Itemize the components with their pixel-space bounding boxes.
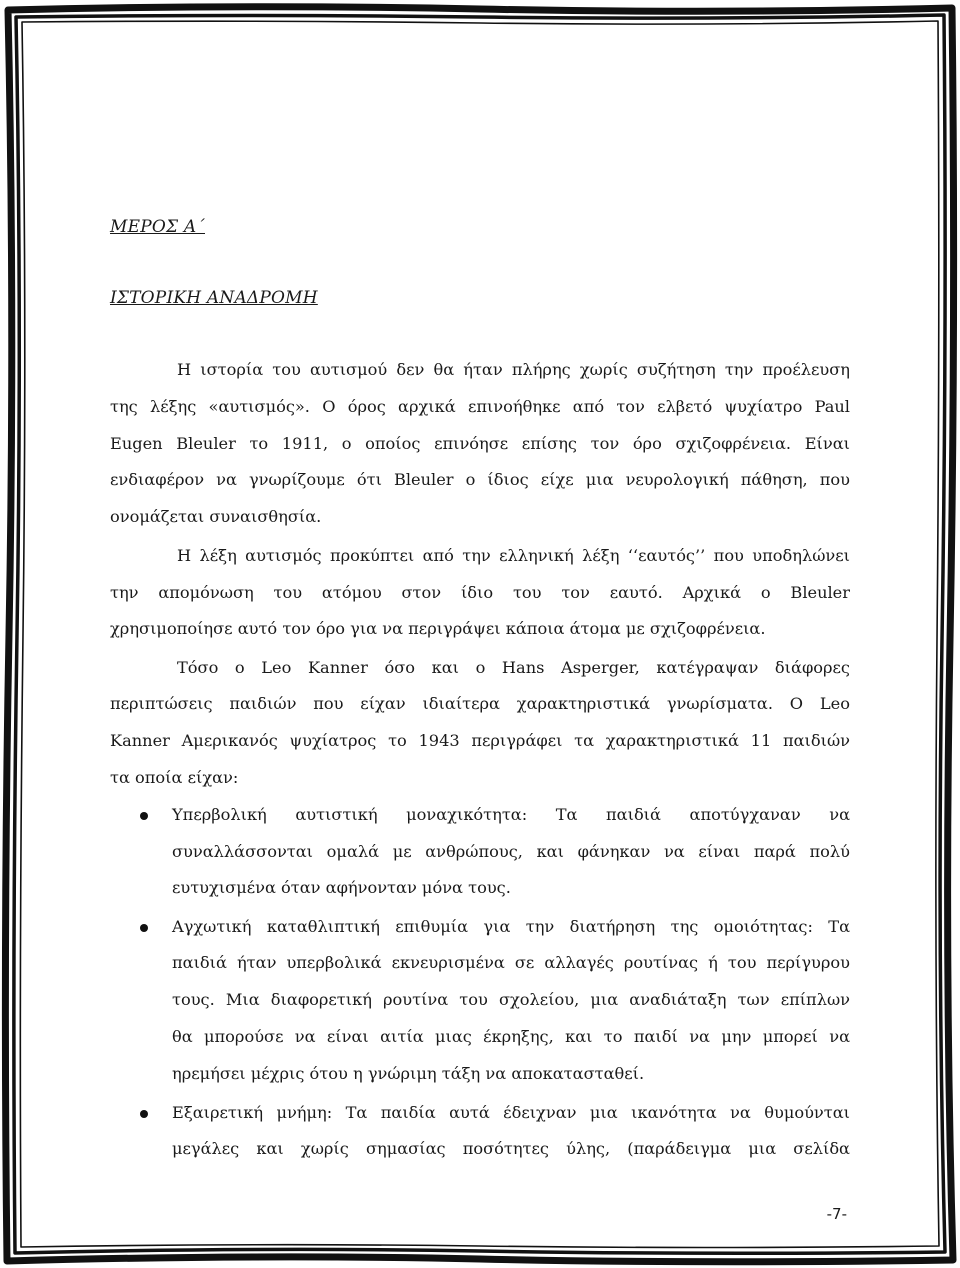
bullet-line: ηρεμήσει μέχρις ότου η γνώριμη τάξη να αποκατασταθεί. bbox=[172, 1064, 645, 1083]
paragraph-line: ενδιαφέρον να γνωρίζουμε ότι Bleuler ο ίδιος είχε μια νευρολογική πάθηση, που bbox=[110, 470, 850, 489]
page-number: -7- bbox=[826, 1205, 847, 1223]
bullet-line: Εξαιρετική μνήμη: Τα παιδία αυτά έδειχναν μια ικανότητα να θυμούνται bbox=[172, 1103, 850, 1122]
bullet-icon bbox=[140, 924, 148, 932]
document-body bbox=[110, 0, 850, 1268]
subsection-title: ΙΣΤΟΡΙΚΗ ΑΝΑΔΡΟΜΗ bbox=[110, 288, 318, 308]
bullet-line: παιδιά ήταν υπερβολικά εκνευρισμένα σε αλλαγές ρουτίνας ή του περίγυρου bbox=[172, 953, 850, 972]
paragraph-line: Η ιστορία του αυτισμού δεν θα ήταν πλήρης χωρίς συζήτηση την προέλευση bbox=[177, 360, 850, 379]
bullet-icon bbox=[140, 1110, 148, 1118]
bullet-line: Αγχωτική καταθλιπτική επιθυμία για την διατήρηση της ομοιότητας: Τα bbox=[172, 917, 850, 936]
paragraph-line: Η λέξη αυτισμός προκύπτει από την ελληνική λέξη ‘‘εαυτός’’ που υποδηλώνει bbox=[177, 546, 850, 565]
paragraph-line: της λέξης «αυτισμός». Ο όρος αρχικά επινοήθηκε από τον ελβετό ψυχίατρο Paul bbox=[110, 397, 850, 416]
section-title: ΜΕΡΟΣ Α΄ bbox=[110, 217, 205, 237]
paragraph-line: Kanner Αμερικανός ψυχίατρος το 1943 περιγράφει τα χαρακτηριστικά 11 παιδιών bbox=[110, 731, 850, 750]
paragraph-line: ονομάζεται συναισθησία. bbox=[110, 507, 322, 526]
bullet-icon bbox=[140, 812, 148, 820]
bullet-line: Υπερβολική αυτιστική μοναχικότητα: Τα παιδιά αποτύγχαναν να bbox=[172, 805, 850, 824]
paragraph-line: Eugen Bleuler το 1911, ο οποίος επινόησε επίσης τον όρο σχιζοφρένεια. Είναι bbox=[110, 434, 850, 453]
paragraph-line: χρησιμοποίησε αυτό τον όρο για να περιγράψει κάποια άτομα με σχιζοφρένεια. bbox=[110, 619, 766, 638]
paragraph-line: την απομόνωση του ατόμου στον ίδιο του τον εαυτό. Αρχικά ο Bleuler bbox=[110, 583, 850, 602]
bullet-line: τους. Μια διαφορετική ρουτίνα του σχολείου, μια αναδιάταξη των επίπλων bbox=[172, 990, 850, 1009]
bullet-line: ευτυχισμένα όταν αφήνονταν μόνα τους. bbox=[172, 878, 511, 897]
paragraph-line: τα οποία είχαν: bbox=[110, 768, 239, 787]
paragraph-line: Τόσο ο Leo Kanner όσο και ο Hans Asperger, κατέγραψαν διάφορες bbox=[177, 658, 850, 677]
bullet-line: μεγάλες και χωρίς σημασίας ποσότητες ύλης, (παράδειγμα μια σελίδα bbox=[172, 1139, 850, 1158]
bullet-line: συναλλάσσονται ομαλά με ανθρώπους, και φάνηκαν να είναι παρά πολύ bbox=[172, 842, 850, 861]
paragraph-line: περιπτώσεις παιδιών που είχαν ιδιαίτερα χαρακτηριστικά γνωρίσματα. Ο Leo bbox=[110, 694, 850, 713]
bullet-line: θα μπορούσε να είναι αιτία μιας έκρηξης, και το παιδί να μην μπορεί να bbox=[172, 1027, 850, 1046]
